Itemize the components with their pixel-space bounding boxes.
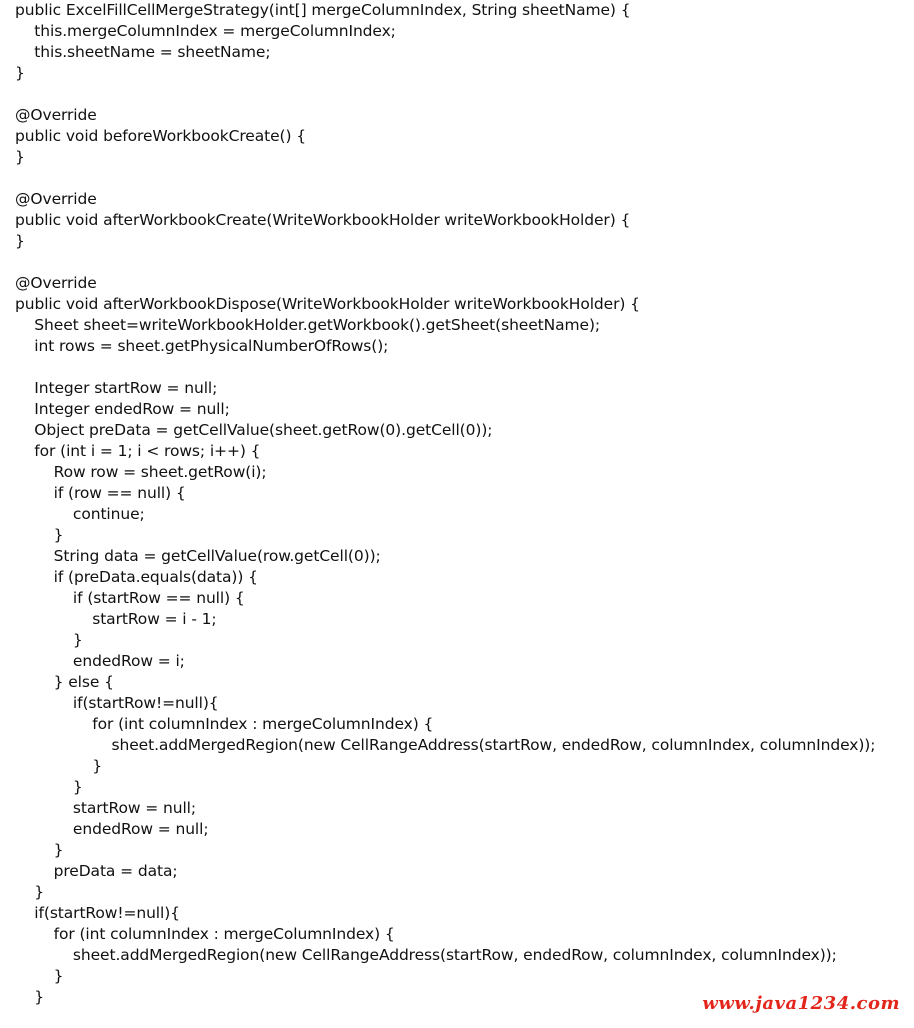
code-line: String data = getCellValue(row.getCell(0)); xyxy=(15,547,381,565)
code-line: if(startRow!=null){ xyxy=(15,904,180,922)
code-line xyxy=(15,168,914,189)
code-line: @Override xyxy=(15,274,97,292)
code-line: } xyxy=(15,841,64,859)
code-line: if(startRow!=null){ xyxy=(15,694,219,712)
code-line: @Override xyxy=(15,190,97,208)
watermark-link: www.java1234.com xyxy=(702,993,900,1014)
code-line: this.mergeColumnIndex = mergeColumnIndex; xyxy=(15,22,396,40)
code-line: sheet.addMergedRegion(new CellRangeAddress(startRow, endedRow, columnIndex, columnIndex)); xyxy=(15,736,876,754)
code-line: } xyxy=(15,988,45,1006)
code-line: if (startRow == null) { xyxy=(15,589,245,607)
code-line: public void afterWorkbookCreate(WriteWorkbookHolder writeWorkbookHolder) { xyxy=(15,211,631,229)
code-line: sheet.addMergedRegion(new CellRangeAddress(startRow, endedRow, columnIndex, columnIndex)); xyxy=(15,946,837,964)
code-line: for (int i = 1; i < rows; i++) { xyxy=(15,442,261,460)
code-line: } else { xyxy=(15,673,114,691)
code-line: for (int columnIndex : mergeColumnIndex) { xyxy=(15,715,434,733)
code-line: startRow = i - 1; xyxy=(15,610,217,628)
code-line: } xyxy=(15,778,83,796)
code-line: @Override xyxy=(15,106,97,124)
code-line: public void beforeWorkbookCreate() { xyxy=(15,127,306,145)
code-line: this.sheetName = sheetName; xyxy=(15,43,271,61)
code-line xyxy=(15,252,914,273)
code-line: Integer endedRow = null; xyxy=(15,400,230,418)
code-line: public ExcelFillCellMergeStrategy(int[] mergeColumnIndex, String sheetName) { xyxy=(15,1,631,19)
code-line: } xyxy=(15,757,102,775)
code-line: if (row == null) { xyxy=(15,484,186,502)
code-line: Object preData = getCellValue(sheet.getRow(0).getCell(0)); xyxy=(15,421,493,439)
code-line: } xyxy=(15,526,64,544)
code-line: Integer startRow = null; xyxy=(15,379,218,397)
code-lines xyxy=(15,0,914,1008)
code-line: } xyxy=(15,883,45,901)
code-line: Sheet sheet=writeWorkbookHolder.getWorkbook().getSheet(sheetName); xyxy=(15,316,601,334)
code-line: endedRow = null; xyxy=(15,820,209,838)
code-line xyxy=(15,357,914,378)
code-line: startRow = null; xyxy=(15,799,196,817)
code-line: } xyxy=(15,967,64,985)
code-line: for (int columnIndex : mergeColumnIndex) { xyxy=(15,925,395,943)
code-line: } xyxy=(15,148,25,166)
code-line: public void afterWorkbookDispose(WriteWorkbookHolder writeWorkbookHolder) { xyxy=(15,295,640,313)
code-line: preData = data; xyxy=(15,862,178,880)
code-line: } xyxy=(15,232,25,250)
code-line: } xyxy=(15,64,25,82)
code-line: if (preData.equals(data)) { xyxy=(15,568,258,586)
code-line: int rows = sheet.getPhysicalNumberOfRows(); xyxy=(15,337,389,355)
code-line: continue; xyxy=(15,505,145,523)
code-line: endedRow = i; xyxy=(15,652,185,670)
code-line xyxy=(15,84,914,105)
code-line: Row row = sheet.getRow(i); xyxy=(15,463,267,481)
code-line: } xyxy=(15,631,83,649)
